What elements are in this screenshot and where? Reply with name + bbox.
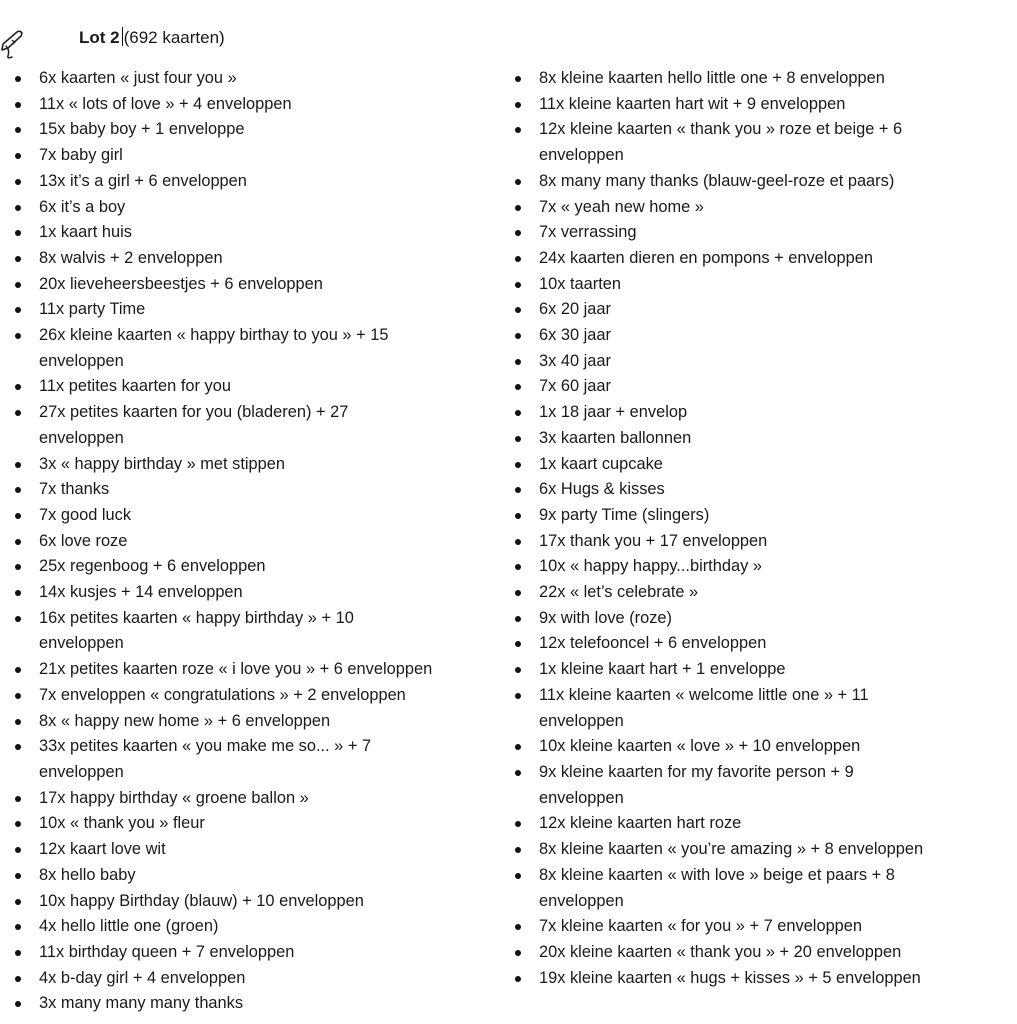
list-item: 12x telefooncel + 6 enveloppen [510, 631, 1010, 657]
text-cursor [122, 27, 123, 46]
list-item: 20x lieveheersbeestjes + 6 enveloppen [10, 272, 498, 298]
list-item: 6x love roze [10, 529, 498, 555]
list-item: 17x happy birthday « groene ballon » [10, 786, 498, 812]
list-item: 6x kaarten « just four you » [10, 66, 498, 92]
list-item: 11x « lots of love » + 4 enveloppen [10, 92, 498, 118]
list-item: 6x Hugs & kisses [510, 477, 1010, 503]
list-item: 6x 20 jaar [510, 297, 1010, 323]
list-item: 3x 40 jaar [510, 349, 1010, 375]
list-item: 14x kusjes + 14 enveloppen [10, 580, 498, 606]
list-item: 7x verrassing [510, 220, 1010, 246]
list-item: 10x taarten [510, 272, 1010, 298]
list-item: 17x thank you + 17 enveloppen [510, 529, 1010, 555]
list-item: 11x kleine kaarten « welcome little one » + 11 enveloppen [510, 683, 1010, 734]
list-item: 33x petites kaarten « you make me so... » + 7 enveloppen [10, 734, 498, 785]
list-item: 3x kaarten ballonnen [510, 426, 1010, 452]
list-item: 8x many many thanks (blauw-geel-roze et paars) [510, 169, 1010, 195]
list-item: 4x hello little one (groen) [10, 914, 498, 940]
document-heading[interactable] [79, 26, 225, 50]
list-item: 24x kaarten dieren en pompons + enveloppen [510, 246, 1010, 272]
list-item: 7x kleine kaarten « for you » + 7 enveloppen [510, 914, 1010, 940]
list-item: 11x party Time [10, 297, 498, 323]
list-item: 10x kleine kaarten « love » + 10 enveloppen [510, 734, 1010, 760]
left-item-list [10, 66, 498, 1017]
list-item: 1x kleine kaart hart + 1 enveloppe [510, 657, 1010, 683]
list-item: 4x b-day girl + 4 enveloppen [10, 966, 498, 992]
list-item: 7x thanks [10, 477, 498, 503]
list-item: 6x 30 jaar [510, 323, 1010, 349]
list-item: 11x petites kaarten for you [10, 374, 498, 400]
list-item: 22x « let’s celebrate » [510, 580, 1010, 606]
list-item: 20x kleine kaarten « thank you » + 20 enveloppen [510, 940, 1010, 966]
list-item: 11x kleine kaarten hart wit + 9 enveloppen [510, 92, 1010, 118]
lot-count: (692 kaarten) [123, 28, 225, 47]
list-item: 7x 60 jaar [510, 374, 1010, 400]
list-item: 8x walvis + 2 enveloppen [10, 246, 498, 272]
list-item: 9x kleine kaarten for my favorite person + 9 enveloppen [510, 760, 1010, 811]
list-item: 7x enveloppen « congratulations » + 2 enveloppen [10, 683, 498, 709]
list-item: 8x hello baby [10, 863, 498, 889]
list-item: 1x kaart cupcake [510, 452, 1010, 478]
list-item: 10x « thank you » fleur [10, 811, 498, 837]
list-item: 3x « happy birthday » met stippen [10, 452, 498, 478]
list-item: 9x with love (roze) [510, 606, 1010, 632]
list-item: 13x it’s a girl + 6 enveloppen [10, 169, 498, 195]
list-item: 12x kleine kaarten « thank you » roze et beige + 6 enveloppen [510, 117, 1010, 168]
list-item: 12x kaart love wit [10, 837, 498, 863]
list-item: 27x petites kaarten for you (bladeren) + 27 enveloppen [10, 400, 498, 451]
list-item: 3x many many many thanks [10, 991, 498, 1017]
list-item: 12x kleine kaarten hart roze [510, 811, 1010, 837]
list-item: 26x kleine kaarten « happy birthay to you » + 15 enveloppen [10, 323, 498, 374]
list-item: 8x kleine kaarten « you’re amazing » + 8 enveloppen [510, 837, 1010, 863]
list-item: 16x petites kaarten « happy birthday » + 10 enveloppen [10, 606, 498, 657]
list-item: 10x « happy happy...birthday » [510, 554, 1010, 580]
list-item: 11x birthday queen + 7 enveloppen [10, 940, 498, 966]
list-item: 10x happy Birthday (blauw) + 10 enveloppen [10, 889, 498, 915]
list-item: 8x « happy new home » + 6 enveloppen [10, 709, 498, 735]
lot-title: Lot 2 [79, 28, 120, 47]
list-item: 6x it’s a boy [10, 195, 498, 221]
list-item: 1x 18 jaar + envelop [510, 400, 1010, 426]
list-item: 8x kleine kaarten « with love » beige et paars + 8 enveloppen [510, 863, 1010, 914]
list-item: 15x baby boy + 1 enveloppe [10, 117, 498, 143]
list-item: 19x kleine kaarten « hugs + kisses » + 5 enveloppen [510, 966, 1010, 992]
list-item: 7x baby girl [10, 143, 498, 169]
list-item: 21x petites kaarten roze « i love you » + 6 enveloppen [10, 657, 498, 683]
list-item: 7x good luck [10, 503, 498, 529]
list-item: 1x kaart huis [10, 220, 498, 246]
right-item-list [510, 66, 1010, 991]
pen-edit-icon[interactable] [0, 26, 28, 62]
list-item: 8x kleine kaarten hello little one + 8 enveloppen [510, 66, 1010, 92]
list-item: 25x regenboog + 6 enveloppen [10, 554, 498, 580]
list-item: 7x « yeah new home » [510, 195, 1010, 221]
list-item: 9x party Time (slingers) [510, 503, 1010, 529]
